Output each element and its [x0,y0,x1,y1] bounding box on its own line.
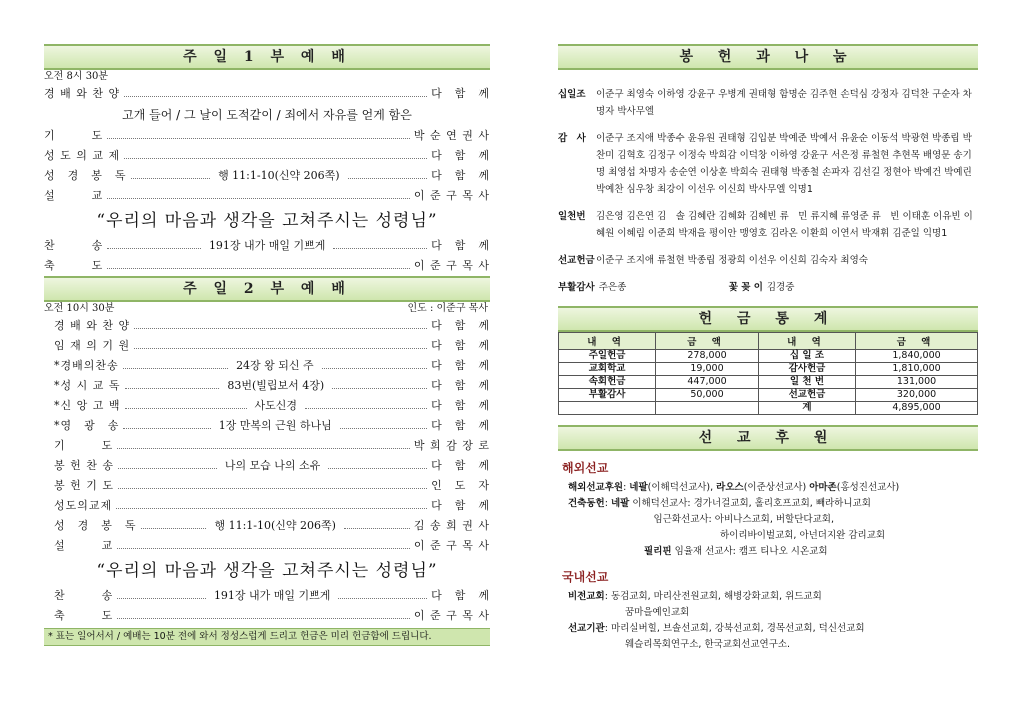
order-detail: 사도신경 [254,399,298,412]
order-label: 임 재 의 기 원 [54,339,131,352]
mission-line: 해외선교후원: 네팔(이해덕선교사), 라오스(이준상선교사) 아마존(홍성진선교사) [568,482,900,493]
stats-row [559,363,978,376]
order-person: 이 준 구 목 사 [413,539,490,552]
first-service-time: 오전 8시 30분 [44,71,109,82]
order-row [44,586,490,606]
stats-cell: 계 [758,402,855,415]
order-row [44,146,490,166]
first-service-order-b [44,126,490,206]
second-service-leader: 인도 : 이준구 목사 [407,303,488,314]
dot-leader [134,336,427,349]
order-detail: 191장 내가 매일 기쁘게 [208,239,326,252]
order-row [44,186,490,206]
second-service-order-b [44,586,490,626]
stats-cell: 선교헌금 [758,389,855,402]
order-person: 인 도 자 [431,479,490,492]
mission-line: 선교기관: 마리실버힐, 브솔선교회, 강북선교회, 경목선교회, 덕신선교회 [568,623,865,634]
mission-line: 건축동헌: 네팔 이해덕선교사: 경가너걸교회, 홀리호프교회, 빼라하니교회 [568,498,871,509]
order-detail: 83번(빌립보서 4장) [227,379,325,392]
dot-leader [125,396,247,409]
order-label: 봉 헌 기 도 [54,479,114,492]
offering-group [558,252,978,269]
offering-group-names: 김은영 김은연 김 솔 김혜란 김혜화 김혜빈 류 민 류지혜 류영준 류 빈 이태훈 이유빈 이혜원 이혜림 이준희 박재을 평이안 맹영호 김라온 이환희 이연서 박재휘 김준일 익명1 [596,211,973,239]
order-row [44,166,490,186]
order-person: 다 함 께 [431,359,490,372]
special-left-label: 부활감사 [558,282,595,293]
order-person: 다 함 께 [431,419,490,432]
order-row [44,126,490,146]
order-label: 기 도 [54,439,114,452]
dot-leader [117,586,206,599]
order-label: 축 도 [44,259,104,272]
mission-line: 웨슬리목회연구소, 한국교회선교연구소. [568,639,791,650]
offering-group-label: 감 사 [558,133,586,144]
order-row [44,456,490,476]
overseas-mission-list [558,480,978,560]
order-row [44,516,490,536]
dot-leader [322,356,427,369]
special-right-label: 꽃 꽂 이 [728,282,763,293]
stats-cell: 1,810,000 [856,363,978,376]
stats-cell: 4,895,000 [856,402,978,415]
order-row [44,376,490,396]
dot-leader [344,516,410,529]
order-detail: 행 11:1-10(신약 206쪽) [214,519,336,532]
order-row [44,316,490,336]
order-person: 다 함 께 [431,589,490,602]
dot-leader [338,586,427,599]
stats-title: 헌 금 통 계 [558,306,978,332]
offering-group-names: 이준구 최영숙 이하영 강윤구 우병계 권태형 함명순 김주현 손덕심 강정자 김덕찬 구순자 차명자 박사무엘 [596,89,972,117]
order-label: 설 교 [44,189,104,202]
order-detail: 1장 만복의 근원 하나님 [218,419,332,432]
dot-leader [131,166,211,179]
second-service-title: 주 일 2 부 예 배 [44,276,490,302]
order-person: 다 함 께 [431,499,490,512]
dot-leader [123,416,210,429]
stats-cell [559,402,656,415]
first-service-order-c [44,236,490,276]
dot-leader [332,376,427,389]
order-row [44,416,490,436]
dot-leader [118,456,217,469]
dot-leader [134,316,427,329]
first-service-title: 주 일 1 부 예 배 [44,44,490,70]
left-column [44,44,490,646]
special-offering [558,279,978,296]
first-sermon-title: “우리의 마음과 생각을 고쳐주시는 성령님” [96,211,438,231]
order-person: 다 함 께 [431,87,490,100]
offering-group-label: 십일조 [558,89,586,100]
mission-line: 하이리바이벌교회, 아넌더지완 감리교회 [568,530,886,541]
first-service-order-a [44,84,490,104]
dot-leader [340,416,427,429]
stats-cell: 일 천 번 [758,376,855,389]
order-label: 봉 헌 찬 송 [54,459,114,472]
special-left-names: 주은종 [598,282,627,293]
dot-leader [305,396,427,409]
order-row [44,436,490,456]
second-service-time: 오전 10시 30분 [44,303,115,314]
offering-group [558,208,978,242]
order-label: 찬 송 [54,589,114,602]
dot-leader [117,606,410,619]
special-right-names: 김경중 [766,282,795,293]
dot-leader [107,186,410,199]
order-detail: 행 11:1-10(신약 206쪽) [218,169,340,182]
stats-row [559,376,978,389]
order-row [44,336,490,356]
dot-leader [107,126,410,139]
dot-leader [117,436,410,449]
dot-leader [328,456,427,469]
right-column [558,44,978,653]
stats-header-cell: 금 액 [856,333,978,350]
stats-cell: 19,000 [656,363,759,376]
dot-leader [123,356,228,369]
stats-cell: 감사헌금 [758,363,855,376]
order-row [44,396,490,416]
stats-header-cell: 금 액 [656,333,759,350]
offering-group [558,86,978,120]
order-person: 이 준 구 목 사 [413,259,490,272]
stats-row [559,402,978,415]
overseas-mission-heading: 해외선교 [562,461,609,475]
order-label: 설 교 [54,539,114,552]
second-sermon-title: “우리의 마음과 생각을 고쳐주시는 성령님” [96,561,438,581]
order-person: 이 준 구 목 사 [413,189,490,202]
order-detail: 191장 내가 매일 기쁘게 [213,589,331,602]
dot-leader [124,146,427,159]
order-label: 축 도 [54,609,114,622]
order-label: 성도의교제 [54,499,113,512]
order-row [44,496,490,516]
stats-cell: 278,000 [656,350,759,363]
order-row [44,606,490,626]
footnote: * 표는 일어서서 / 예배는 10분 전에 와서 정성스럽게 드리고 헌금은 미리 헌금함에 드립니다. [44,628,490,646]
mission-line: 필리핀 임율재 선교사: 캠프 티나오 시온교회 [644,546,828,557]
offering-group-names: 이준구 조지애 류철현 박종립 정광희 이선우 이신희 김숙자 최영숙 [596,255,868,266]
order-row [44,476,490,496]
offering-title: 봉 헌 과 나 눔 [558,44,978,70]
order-person: 다 함 께 [431,399,490,412]
order-row [44,356,490,376]
stats-cell: 447,000 [656,376,759,389]
order-person: 이 준 구 목 사 [413,609,490,622]
offering-group-label: 선교헌금 [558,255,595,266]
order-label: *성 시 교 독 [54,379,121,392]
domestic-mission-list [558,589,978,653]
order-person: 다 함 께 [431,379,491,392]
offering-group-label: 일천번 [558,211,586,222]
stats-row [559,389,978,402]
stats-cell [656,402,759,415]
mission-title: 선 교 후 원 [558,425,978,451]
stats-cell: 부활감사 [559,389,656,402]
dot-leader [107,256,410,269]
order-label: 찬 송 [44,239,104,252]
stats-cell: 주일헌금 [559,350,656,363]
order-row [44,536,490,556]
offering-stats-table [558,332,978,415]
order-label: 성 경 봉 독 [54,519,137,532]
mission-line: 비전교회: 동검교회, 마리산전원교회, 해병강화교회, 위드교회 [568,591,822,602]
stats-row [559,350,978,363]
dot-leader [141,516,207,529]
order-detail: 나의 모습 나의 소유 [224,459,321,472]
stats-cell: 십 일 조 [758,350,855,363]
stats-header-row [559,333,978,350]
stats-cell: 320,000 [856,389,978,402]
order-label: 경 배 와 찬 양 [44,87,121,100]
stats-body [559,350,978,415]
order-row [44,84,490,104]
dot-leader [116,496,427,509]
dot-leader [125,376,220,389]
order-person: 다 함 께 [431,459,491,472]
order-person: 김 송 희 권 사 [413,519,491,532]
order-person: 박 순 연 권 사 [413,129,490,142]
order-label: *신 앙 고 백 [54,399,121,412]
stats-header-cell: 내 역 [559,333,656,350]
dot-leader [333,236,427,249]
stats-cell: 교회학교 [559,363,656,376]
order-person: 다 함 께 [431,169,490,182]
order-person: 다 함 께 [431,149,490,162]
order-label: 성 경 봉 독 [44,169,127,182]
order-row [44,256,490,276]
mission-line: 꿈마을예인교회 [568,607,690,618]
dot-leader [124,84,427,97]
order-label: 경 배 와 찬 양 [54,319,131,332]
stats-cell: 50,000 [656,389,759,402]
dot-leader [348,166,428,179]
order-label: 기 도 [44,129,104,142]
order-row [44,236,490,256]
order-person: 박 희 감 장 로 [413,439,490,452]
order-person: 다 함 께 [431,339,490,352]
order-label: *경배의찬송 [54,359,119,372]
offering-groups [558,86,978,269]
praise-songs: 고개 들어 / 그 날이 도적같이 / 죄에서 자유를 얻게 함은 [122,108,412,122]
stats-cell: 131,000 [856,376,978,389]
stats-cell: 1,840,000 [856,350,978,363]
offering-group [558,130,978,198]
dot-leader [117,536,410,549]
order-label: 성 도 의 교 제 [44,149,121,162]
dot-leader [118,476,427,489]
order-person: 다 함 께 [431,239,490,252]
stats-header-cell: 내 역 [758,333,855,350]
order-person: 다 함 께 [431,319,490,332]
mission-line: 임근화선교사: 아비나스교회, 버할단다교회, [568,514,834,525]
offering-group-names: 이준구 조지애 박종수 윤유원 권태형 김입분 박예준 박예서 유윤순 이동석 박광현 박종립 박찬미 김혁호 김정구 이정숙 박희감 이덕창 이하영 강윤구 서은정 류철현 추현목 배영문 송기명 최영섭 차명자 송순연 이상훈 박희숙 권태형 박종철 손파자 김선길 정현아 박예건 박예린 박예찬 심우창 최강이 이선우 이신희 박사무엘 익명1 [596,133,972,195]
second-service-time-row [44,302,490,316]
order-label: *영 광 송 [54,419,120,432]
second-service-order-a [44,316,490,556]
order-detail: 24장 왕 되신 주 [236,359,314,372]
mission-section [558,459,978,653]
domestic-mission-heading: 국내선교 [562,570,609,584]
stats-cell: 속회헌금 [559,376,656,389]
dot-leader [107,236,201,249]
